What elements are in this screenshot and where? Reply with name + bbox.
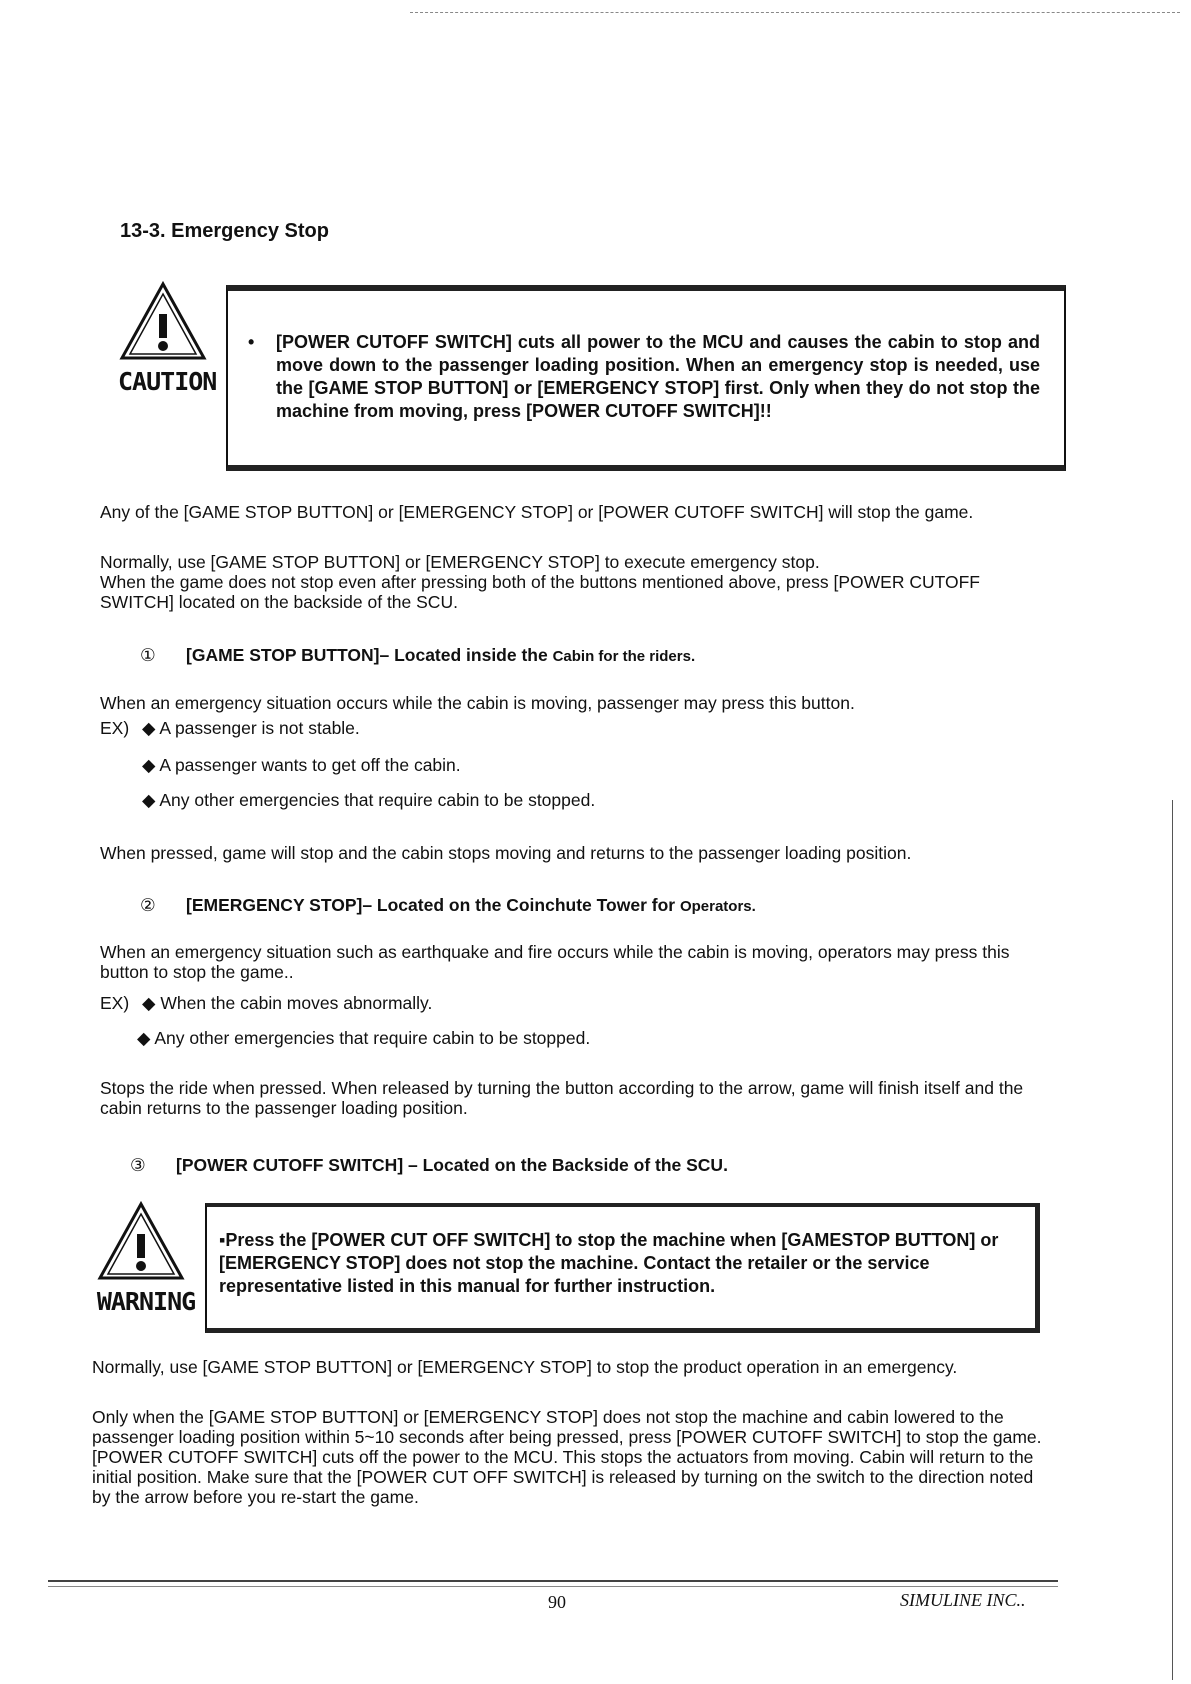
caution-text: [POWER CUTOFF SWITCH] cuts all power to the MCU and causes the cabin to stop and move down to the passenger loading position. When an emergency stop is needed, use the [GAME STOP BUTTON] or [EMERGENCY STOP] first. Only when they do not stop the machine from moving, press [POWER CUTOFF SWITCH]!! [276, 332, 1040, 421]
list-item-text: When the cabin moves abnormally. [160, 993, 433, 1013]
company-name: SIMULINE INC.. [900, 1590, 1026, 1610]
section-2-number: ② [140, 895, 156, 915]
section-3-number: ③ [130, 1155, 146, 1175]
intro-paragraph-1: Any of the [GAME STOP BUTTON] or [EMERGENCY STOP] or [POWER CUTOFF SWITCH] will stop the game. [100, 502, 974, 522]
list-item-text: A passenger is not stable. [159, 718, 360, 738]
section-2-title-small: Operators. [679, 898, 756, 915]
list-item [142, 993, 432, 1014]
section-1-title [140, 645, 695, 666]
section-heading: 13-3. Emergency Stop [120, 220, 329, 242]
section-2-description: When an emergency situation such as earthquake and fire occurs while the cabin is moving, operators may press this button to stop the game.. [100, 942, 1010, 982]
section-3-title [130, 1155, 728, 1176]
diamond-bullet-icon: ◆ [137, 1028, 151, 1048]
intro-paragraph-3: When the game does not stop even after pressing both of the buttons mentioned above, press [POWER CUTOFF SWITCH] located on the backside of the SCU. [100, 572, 980, 612]
list-item [142, 755, 461, 776]
section-2-ex-label: EX) [100, 993, 130, 1013]
section-1-number: ① [140, 645, 156, 665]
section-1-result: When pressed, game will stop and the cabin stops moving and returns to the passenger loading position. [100, 843, 912, 863]
warning-box [205, 1203, 1040, 1333]
top-scan-line [410, 12, 1180, 13]
list-item [137, 1028, 590, 1049]
list-item-text: Any other emergencies that require cabin to be stopped. [159, 790, 596, 810]
closing-paragraph-2: Only when the [GAME STOP BUTTON] or [EMERGENCY STOP] does not stop the machine and cabin lowered to the passenger loading position within 5~10 seconds after being pressed, press [POWER CUTOFF SWITCH] to stop the game. [POWER CUTOFF SWITCH] cuts off the power to the MCU. This stops the actuators from moving. Cabin will return to the initial position. Make sure that the [POWER CUT OFF SWITCH] is released by turning on the switch to the direction noted by the arrow before you re-start the game. [92, 1407, 1042, 1507]
section-2-title-text: [EMERGENCY STOP]– Located on the Coinchute Tower for [186, 895, 676, 915]
diamond-bullet-icon: ◆ [142, 790, 156, 810]
warning-text: ▪Press the [POWER CUT OFF SWITCH] to stop the machine when [GAMESTOP BUTTON] or [EMERGENCY STOP] does not stop the machine. Contact the retailer or the service representative listed in this manual for further instruction. [219, 1230, 999, 1296]
bullet-icon: • [248, 332, 255, 352]
section-1-description: When an emergency situation occurs while the cabin is moving, passenger may press this button. [100, 693, 855, 713]
page-number: 90 [548, 1592, 566, 1612]
footer-rule [48, 1580, 1058, 1587]
caution-icon [118, 280, 217, 396]
diamond-bullet-icon: ◆ [142, 993, 156, 1013]
warning-icon [96, 1200, 196, 1316]
list-item [142, 718, 360, 739]
list-item-text: A passenger wants to get off the cabin. [159, 755, 461, 775]
section-1-ex-label: EX) [100, 718, 130, 738]
list-item [142, 790, 595, 811]
section-1-title-small: Cabin for the riders. [552, 648, 696, 665]
intro-paragraph-2: Normally, use [GAME STOP BUTTON] or [EMERGENCY STOP] to execute emergency stop. [100, 552, 820, 572]
section-1-title-text: [GAME STOP BUTTON]– Located inside the [186, 645, 548, 665]
diamond-bullet-icon: ◆ [142, 755, 156, 775]
section-2-result: Stops the ride when pressed. When released by turning the button according to the arrow, game will finish itself and the cabin returns to the passenger loading position. [100, 1078, 1024, 1118]
caution-box [226, 285, 1066, 471]
section-2-title [140, 895, 756, 916]
warning-label: WARNING [96, 1287, 196, 1316]
closing-paragraph-1: Normally, use [GAME STOP BUTTON] or [EMERGENCY STOP] to stop the product operation in an emergency. [92, 1357, 958, 1377]
list-item-text: Any other emergencies that require cabin to be stopped. [154, 1028, 591, 1048]
diamond-bullet-icon: ◆ [142, 718, 156, 738]
section-3-title-text: [POWER CUTOFF SWITCH] – Located on the Backside of the SCU. [176, 1155, 728, 1175]
caution-label: CAUTION [118, 367, 217, 396]
page-edge-line [1172, 800, 1173, 1680]
